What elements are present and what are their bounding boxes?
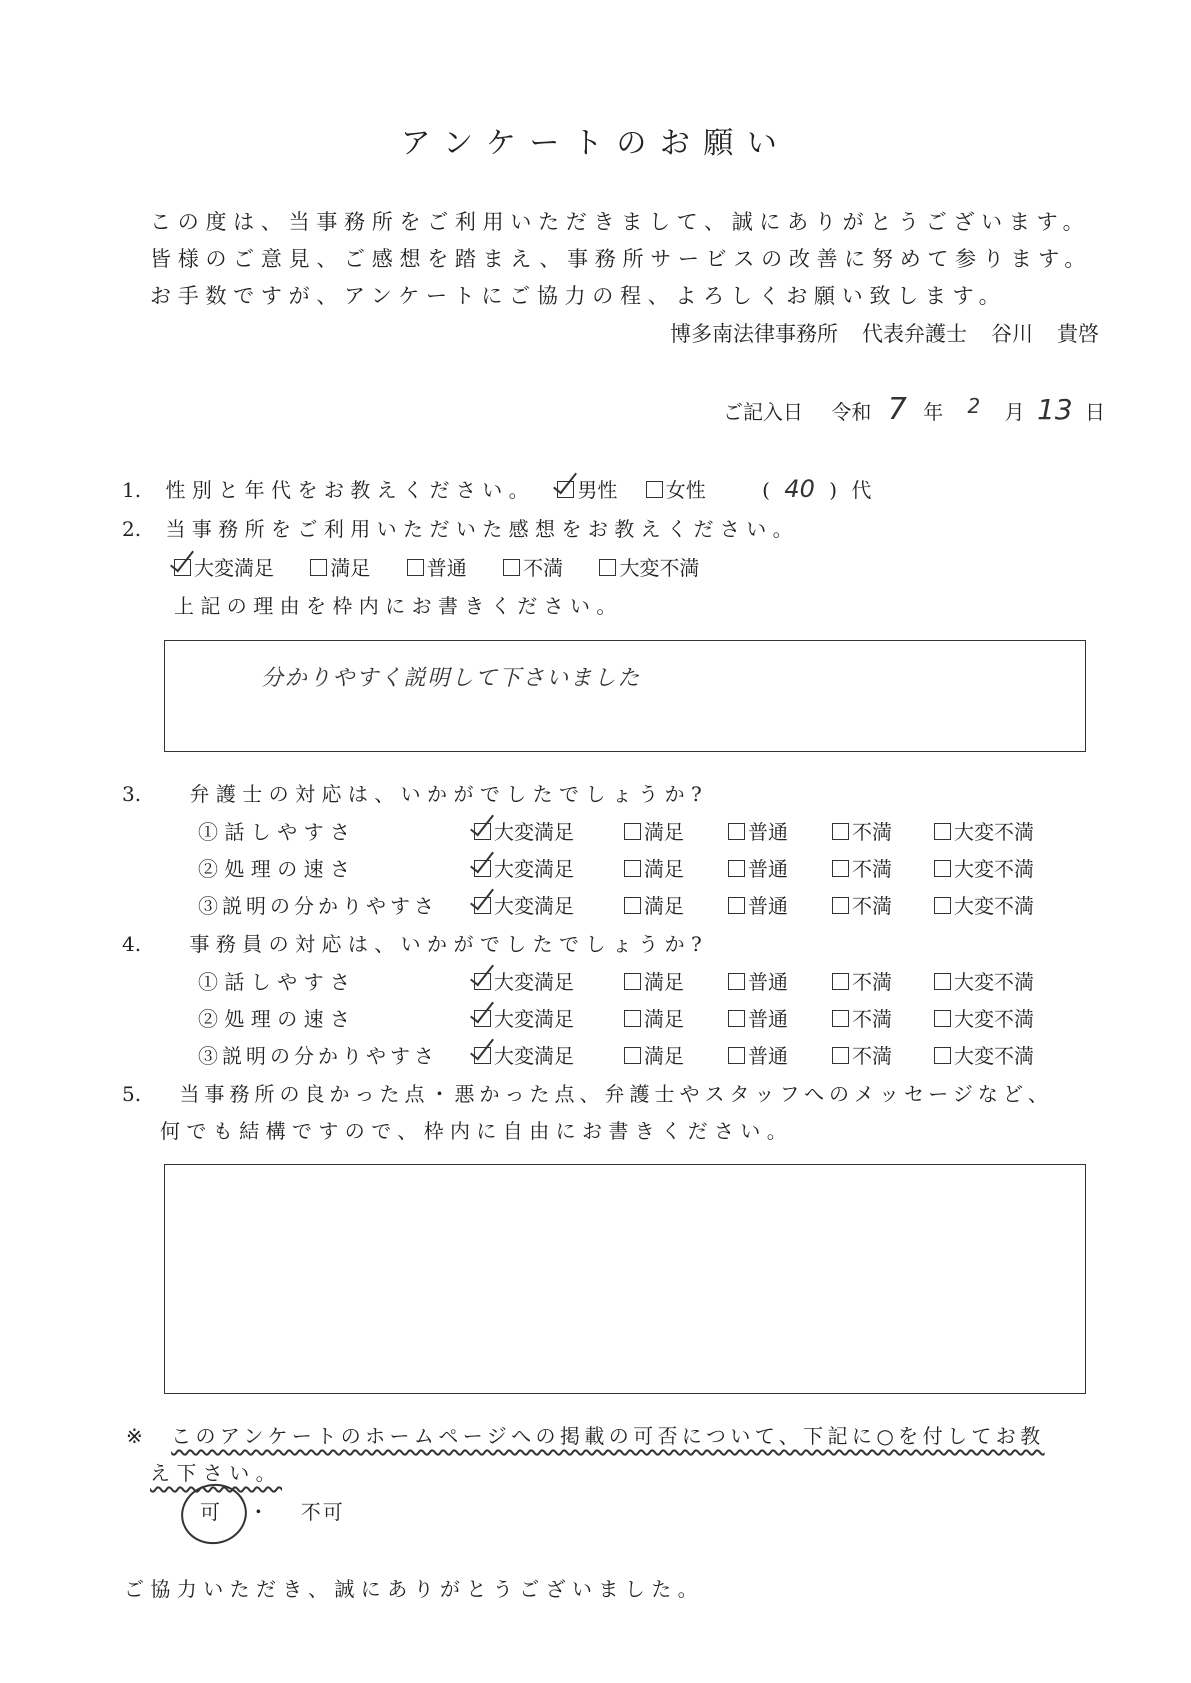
q4-row-1-dissatisfied[interactable] (832, 966, 892, 995)
q4-row-2-dissatisfied[interactable] (832, 1003, 892, 1032)
intro-line-1: この度は、当事務所をご利用いただきまして、誠にありがとうございます。 (150, 210, 1091, 234)
checkbox-icon[interactable] (310, 559, 327, 576)
q1-text: 性別と年代をお教えください。 (165, 478, 536, 502)
q4-row-3-normal[interactable] (728, 1040, 788, 1069)
q4-row-1-very-dissatisfied[interactable] (934, 966, 1034, 995)
date-month[interactable]: 2 (967, 394, 981, 418)
checkbox-icon[interactable] (832, 1047, 849, 1064)
checkbox-icon[interactable] (646, 481, 663, 498)
option-label: 満足 (644, 857, 684, 881)
q2-row (122, 513, 799, 542)
publish-no-option[interactable]: 不可 (300, 1500, 345, 1524)
q3-row-2-label: ②処理の速さ (198, 857, 357, 881)
q2-option-very-dissatisfied[interactable] (599, 556, 699, 580)
checkbox-icon[interactable] (728, 823, 745, 840)
q1-female-option[interactable] (646, 478, 706, 502)
q2-reason-prompt: 上記の理由を枠内にお書きください。 (174, 594, 623, 618)
option-label: 大変不満 (954, 970, 1034, 994)
closing-message: ご協力いただき、誠にありがとうございました。 (124, 1577, 704, 1601)
q4-row-2-label: ②処理の速さ (198, 1007, 357, 1031)
q3-text: 弁護士の対応は、いかがでしたでしょうか? (189, 782, 709, 806)
q3-row-1-normal[interactable] (728, 816, 788, 845)
checkbox-icon[interactable] (728, 860, 745, 877)
option-label: 不満 (852, 970, 892, 994)
signature (670, 318, 1099, 348)
option-label: 普通 (748, 820, 788, 844)
q3-row-1-dissatisfied[interactable] (832, 816, 892, 845)
q3-row-3-label: ③説明の分かりやすさ (198, 894, 438, 918)
q5-line-2: 何でも結構ですので、枠内に自由にお書きください。 (160, 1119, 794, 1143)
option-label: 満足 (644, 820, 684, 844)
q1-age-close: ) (829, 478, 838, 502)
checkbox-icon[interactable] (624, 1047, 641, 1064)
q4-row-2-satisfied[interactable] (624, 1003, 684, 1032)
option-label: 不満 (852, 1007, 892, 1031)
checkbox-icon[interactable] (832, 823, 849, 840)
q3-row-1-very-satisfied[interactable] (474, 816, 574, 845)
option-label: 満足 (330, 556, 371, 580)
intro-line-3: お手数ですが、アンケートにご協力の程、よろしくお願い致します。 (150, 284, 1007, 308)
q4-row-1-very-satisfied[interactable] (474, 966, 574, 995)
option-label: 大変不満 (954, 894, 1034, 918)
q3-row-2-satisfied[interactable] (624, 853, 684, 882)
date-label: ご記入日 (723, 400, 804, 424)
option-label: 普通 (748, 970, 788, 994)
q4-row-3-satisfied[interactable] (624, 1040, 684, 1069)
option-label: 大変不満 (954, 1044, 1034, 1068)
q5-free-comment-box[interactable] (164, 1164, 1086, 1394)
page-title: アンケートのお願い (400, 126, 791, 161)
checkbox-checked-icon[interactable] (474, 823, 491, 840)
q1-male-option[interactable] (557, 478, 617, 502)
checkbox-icon[interactable] (599, 559, 616, 576)
note-text-2: え下さい。 (150, 1461, 282, 1485)
q2-number: 2. (122, 517, 142, 541)
checkbox-icon[interactable] (832, 973, 849, 990)
publish-separator: ・ (248, 1500, 269, 1524)
signature-surname: 谷川 (991, 322, 1033, 346)
q4-row-2-very-satisfied[interactable] (474, 1003, 574, 1032)
checkbox-icon[interactable] (934, 897, 951, 914)
note-mark: ※ (126, 1424, 143, 1448)
office-name: 博多南法律事務所 (670, 322, 838, 346)
q3-row-1-label: ①話しやすさ (198, 820, 357, 844)
q4-row-3-very-dissatisfied[interactable] (934, 1040, 1034, 1069)
option-label: 不満 (523, 556, 564, 580)
publish-yes-option[interactable]: 可 (200, 1500, 220, 1524)
checkbox-icon[interactable] (503, 559, 520, 576)
q4-row-3-dissatisfied[interactable] (832, 1040, 892, 1069)
q4-row-2-very-dissatisfied[interactable] (934, 1003, 1034, 1032)
checkbox-checked-icon[interactable] (474, 860, 491, 877)
q4-row-1-normal[interactable] (728, 966, 788, 995)
option-label: 大変満足 (494, 820, 574, 844)
option-label: 不満 (852, 1044, 892, 1068)
option-label: 大変不満 (954, 857, 1034, 881)
checkbox-checked-icon[interactable] (474, 1010, 491, 1027)
date-year-unit: 年 (923, 400, 944, 424)
option-label: 大変満足 (494, 970, 574, 994)
q4-row-3-label: ③説明の分かりやすさ (198, 1044, 438, 1068)
checkbox-icon[interactable] (832, 897, 849, 914)
checkbox-icon[interactable] (624, 823, 641, 840)
checkbox-checked-icon[interactable] (174, 559, 191, 576)
q4-text: 事務員の対応は、いかがでしたでしょうか? (189, 932, 709, 956)
checkbox-icon[interactable] (624, 973, 641, 990)
checkbox-checked-icon[interactable] (474, 973, 491, 990)
option-label: 不満 (852, 820, 892, 844)
option-label: 不満 (852, 857, 892, 881)
option-label: 大変満足 (194, 556, 274, 580)
option-label: 普通 (748, 857, 788, 881)
checkbox-icon[interactable] (624, 860, 641, 877)
q2-reason-answer: 分かりやすく説明して下さいました (261, 666, 642, 691)
date-year[interactable]: 7 (887, 392, 907, 427)
q1-female-label: 女性 (665, 478, 706, 502)
q3-row-1-very-dissatisfied[interactable] (934, 816, 1034, 845)
option-label: 満足 (644, 970, 684, 994)
note-text-1: このアンケートのホームページへの掲載の可否について、下記に○を付してお教 (171, 1424, 1045, 1448)
q3-row-2-dissatisfied[interactable] (832, 853, 892, 882)
checkbox-checked-icon[interactable] (557, 481, 574, 498)
q4-row-2-normal[interactable] (728, 1003, 788, 1032)
q3-row (122, 778, 708, 807)
checkbox-icon[interactable] (934, 823, 951, 840)
option-label: 大変満足 (494, 1044, 574, 1068)
date-day-unit: 日 (1085, 400, 1105, 424)
q2-reason-box[interactable] (164, 640, 1086, 752)
q4-row-1-label: ①話しやすさ (198, 970, 357, 994)
checkbox-icon[interactable] (934, 1010, 951, 1027)
q3-row-3-very-dissatisfied[interactable] (934, 890, 1034, 919)
q1-age-open: ( (762, 478, 770, 502)
checkbox-icon[interactable] (832, 860, 849, 877)
q2-option-very-satisfied[interactable] (174, 556, 274, 580)
option-label: 大変不満 (954, 820, 1034, 844)
q4-row (122, 928, 708, 957)
intro-line-2: 皆様のご意見、ご感想を踏まえ、事務所サービスの改善に努めて参ります。 (150, 247, 1093, 271)
checkbox-checked-icon[interactable] (474, 897, 491, 914)
q2-text: 当事務所をご利用いただいた感想をお教えください。 (165, 517, 800, 541)
checkbox-icon[interactable] (728, 1047, 745, 1064)
q3-row-3-satisfied[interactable] (624, 890, 684, 919)
publish-options (200, 1496, 345, 1525)
checkbox-icon[interactable] (728, 973, 745, 990)
option-label: 満足 (644, 1044, 684, 1068)
option-label: 満足 (644, 894, 684, 918)
option-label: 普通 (748, 1044, 788, 1068)
option-label: 普通 (426, 556, 467, 580)
date-era: 令和 (831, 400, 872, 424)
q3-row-3-dissatisfied[interactable] (832, 890, 892, 919)
q5-number: 5. (122, 1082, 142, 1106)
option-label: 大変満足 (494, 894, 574, 918)
q3-number: 3. (122, 782, 142, 806)
option-label: 不満 (852, 894, 892, 918)
q2-options (174, 552, 699, 581)
signature-given: 貴啓 (1057, 322, 1099, 346)
q3-row-3-very-satisfied[interactable] (474, 890, 574, 919)
checkbox-checked-icon[interactable] (474, 1047, 491, 1064)
option-label: 満足 (644, 1007, 684, 1031)
option-label: 普通 (748, 894, 788, 918)
q3-row-2-normal[interactable] (728, 853, 788, 882)
q3-row-3-normal[interactable] (728, 890, 788, 919)
checkbox-icon[interactable] (728, 897, 745, 914)
checkbox-icon[interactable] (624, 1010, 641, 1027)
checkbox-icon[interactable] (624, 897, 641, 914)
date-day[interactable]: 13 (1037, 393, 1073, 426)
signature-role: 代表弁護士 (862, 322, 967, 346)
q4-number: 4. (122, 932, 142, 956)
checkbox-icon[interactable] (832, 1010, 849, 1027)
checkbox-icon[interactable] (728, 1010, 745, 1027)
q2-option-satisfied[interactable] (310, 556, 370, 580)
q1-row (122, 474, 871, 503)
q2-option-dissatisfied[interactable] (503, 556, 563, 580)
option-label: 大変不満 (954, 1007, 1034, 1031)
q5-row (122, 1078, 1053, 1107)
q1-male-label: 男性 (577, 478, 618, 502)
q1-age-value[interactable]: 40 (784, 475, 815, 503)
option-label: 大変満足 (494, 1007, 574, 1031)
date-month-unit: 月 (1004, 400, 1025, 424)
q5-line-1: 当事務所の良かった点・悪かった点、弁護士やスタッフへのメッセージなど、 (179, 1082, 1053, 1106)
q4-row-3-very-satisfied[interactable] (474, 1040, 574, 1069)
q4-row-1-satisfied[interactable] (624, 966, 684, 995)
note-line-1 (126, 1420, 1045, 1449)
q1-number: 1. (122, 478, 142, 502)
q3-row-1-satisfied[interactable] (624, 816, 684, 845)
q3-row-2-very-satisfied[interactable] (474, 853, 574, 882)
date-line (723, 392, 1105, 427)
q3-row-2-very-dissatisfied[interactable] (934, 853, 1034, 882)
checkbox-icon[interactable] (407, 559, 424, 576)
checkbox-icon[interactable] (934, 1047, 951, 1064)
q2-option-normal[interactable] (407, 556, 467, 580)
option-label: 大変不満 (619, 556, 700, 580)
checkbox-icon[interactable] (934, 860, 951, 877)
checkbox-icon[interactable] (934, 973, 951, 990)
option-label: 普通 (748, 1007, 788, 1031)
q1-age-unit: 代 (851, 478, 872, 502)
option-label: 大変満足 (494, 857, 574, 881)
